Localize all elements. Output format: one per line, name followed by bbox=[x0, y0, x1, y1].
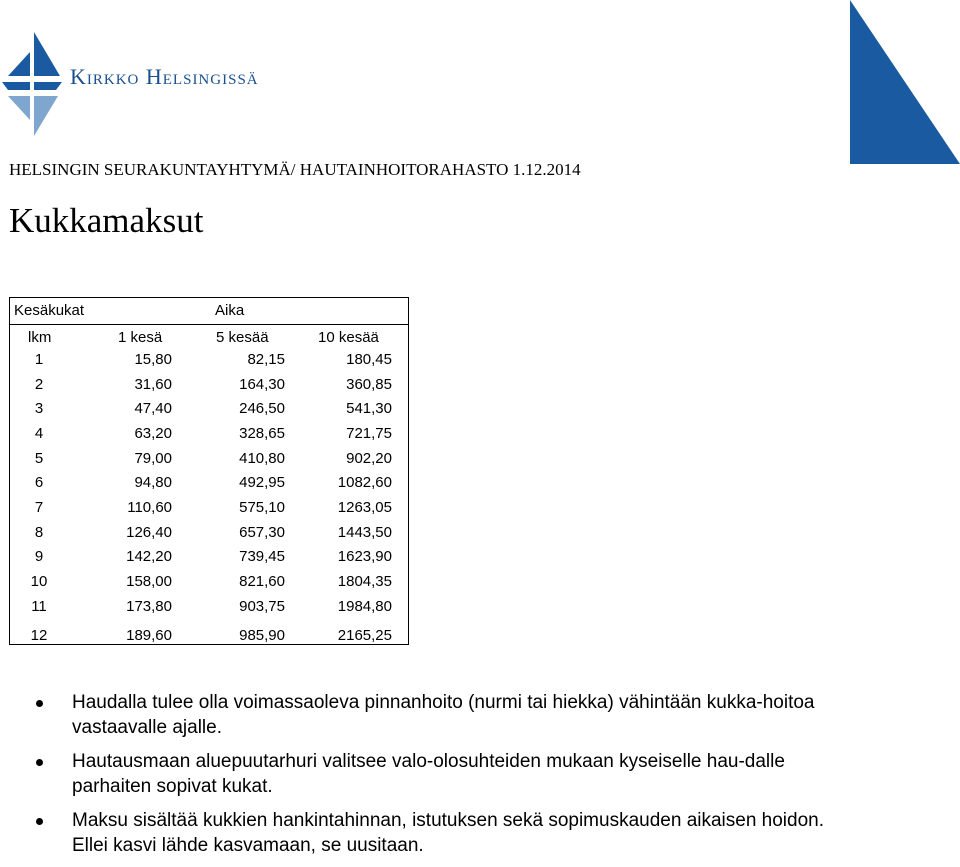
table-header-row bbox=[10, 328, 408, 348]
bullet-icon bbox=[36, 759, 43, 766]
note-text: Hautausmaan aluepuutarhuri valitsee valo-olosuhteiden mukaan kyseiselle hau-dalle parhaiten sopivat kukat. bbox=[72, 751, 785, 797]
cell-1-summer: 142,20 bbox=[126, 548, 172, 565]
flower-fee-table bbox=[9, 297, 409, 645]
cell-1-summer: 31,60 bbox=[134, 376, 172, 393]
cell-10-summers: 902,20 bbox=[346, 450, 392, 467]
cell-5-summers: 246,50 bbox=[239, 400, 285, 417]
cell-count: 9 bbox=[34, 548, 44, 565]
cell-count: 8 bbox=[34, 524, 44, 541]
cell-10-summers: 2165,25 bbox=[337, 627, 392, 644]
cell-count: 6 bbox=[34, 474, 44, 491]
cell-count: 2 bbox=[34, 376, 44, 393]
cell-count: 7 bbox=[34, 499, 44, 516]
cell-5-summers: 575,10 bbox=[239, 499, 285, 516]
column-header-5-summers: 5 kesää bbox=[216, 329, 269, 346]
cell-1-summer: 63,20 bbox=[134, 425, 172, 442]
cell-10-summers: 1263,05 bbox=[337, 499, 392, 516]
column-header-1-summer: 1 kesä bbox=[118, 329, 163, 346]
cell-1-summer: 126,40 bbox=[126, 524, 172, 541]
table-row bbox=[10, 572, 408, 592]
notes-list bbox=[36, 690, 846, 867]
bullet-icon bbox=[36, 700, 43, 707]
cell-5-summers: 821,60 bbox=[239, 573, 285, 590]
cell-count: 1 bbox=[34, 351, 44, 368]
cell-5-summers: 82,15 bbox=[247, 351, 285, 368]
cell-1-summer: 47,40 bbox=[134, 400, 172, 417]
table-row bbox=[10, 597, 408, 617]
logo-wordmark: Kirkko Helsingissä bbox=[70, 64, 259, 89]
bullet-icon bbox=[36, 818, 43, 825]
cell-5-summers: 492,95 bbox=[239, 474, 285, 491]
cell-5-summers: 328,65 bbox=[239, 425, 285, 442]
cell-5-summers: 903,75 bbox=[239, 598, 285, 615]
cell-count: 3 bbox=[34, 400, 44, 417]
cell-count: 5 bbox=[34, 450, 44, 467]
note-text: Haudalla tulee olla voimassaoleva pinnanhoito (nurmi tai hiekka) vähintään kukka-hoitoa vastaavalle ajalle. bbox=[72, 692, 815, 738]
table-row bbox=[10, 350, 408, 370]
column-header-10-summers: 10 kesää bbox=[318, 329, 379, 346]
note-text: Maksu sisältää kukkien hankintahinnan, istutuksen sekä sopimuskauden aikaisen hoidon. Ellei kasvi lähde kasvamaan, se uusitaan. bbox=[72, 810, 825, 856]
cell-5-summers: 739,45 bbox=[239, 548, 285, 565]
table-row bbox=[10, 424, 408, 444]
list-item bbox=[36, 808, 846, 858]
table-row bbox=[10, 375, 408, 395]
cell-10-summers: 1443,50 bbox=[337, 524, 392, 541]
table-caption-flowers: Kesäkukat bbox=[14, 302, 85, 319]
cell-1-summer: 79,00 bbox=[134, 450, 172, 467]
cell-1-summer: 94,80 bbox=[134, 474, 172, 491]
header-divider bbox=[10, 324, 408, 325]
cell-1-summer: 173,80 bbox=[126, 598, 172, 615]
cell-count: 10 bbox=[30, 573, 48, 590]
cell-5-summers: 985,90 bbox=[239, 627, 285, 644]
list-item bbox=[36, 690, 846, 740]
cell-1-summer: 110,60 bbox=[127, 499, 172, 516]
cell-10-summers: 541,30 bbox=[346, 400, 392, 417]
column-header-count: lkm bbox=[28, 329, 52, 346]
cell-1-summer: 189,60 bbox=[126, 627, 172, 644]
cell-10-summers: 1082,60 bbox=[337, 474, 392, 491]
table-caption-time: Aika bbox=[215, 302, 245, 319]
cell-count: 4 bbox=[34, 425, 44, 442]
cell-10-summers: 1984,80 bbox=[337, 598, 392, 615]
cell-5-summers: 657,30 bbox=[239, 524, 285, 541]
cell-10-summers: 360,85 bbox=[346, 376, 392, 393]
cell-5-summers: 164,30 bbox=[239, 376, 285, 393]
cell-10-summers: 1623,90 bbox=[337, 548, 392, 565]
table-row bbox=[10, 399, 408, 419]
table-row bbox=[10, 473, 408, 493]
cell-10-summers: 1804,35 bbox=[337, 573, 392, 590]
table-caption-row bbox=[10, 301, 408, 321]
list-item bbox=[36, 749, 846, 799]
table-row bbox=[10, 498, 408, 518]
cell-1-summer: 15,80 bbox=[134, 351, 172, 368]
cell-count: 12 bbox=[30, 627, 48, 644]
table-row bbox=[10, 547, 408, 567]
corner-triangle-decoration bbox=[850, 0, 960, 164]
church-cross-logo-icon bbox=[2, 32, 62, 136]
cell-count: 11 bbox=[31, 598, 47, 615]
cell-1-summer: 158,00 bbox=[126, 573, 172, 590]
page-title: Kukkamaksut bbox=[9, 201, 204, 240]
table-row bbox=[10, 523, 408, 543]
table-row bbox=[10, 626, 408, 646]
table-row bbox=[10, 449, 408, 469]
cell-10-summers: 721,75 bbox=[346, 425, 392, 442]
organization-header: HELSINGIN SEURAKUNTAYHTYMÄ/ HAUTAINHOITORAHASTO 1.12.2014 bbox=[9, 160, 581, 179]
cell-10-summers: 180,45 bbox=[346, 351, 392, 368]
cell-5-summers: 410,80 bbox=[239, 450, 285, 467]
